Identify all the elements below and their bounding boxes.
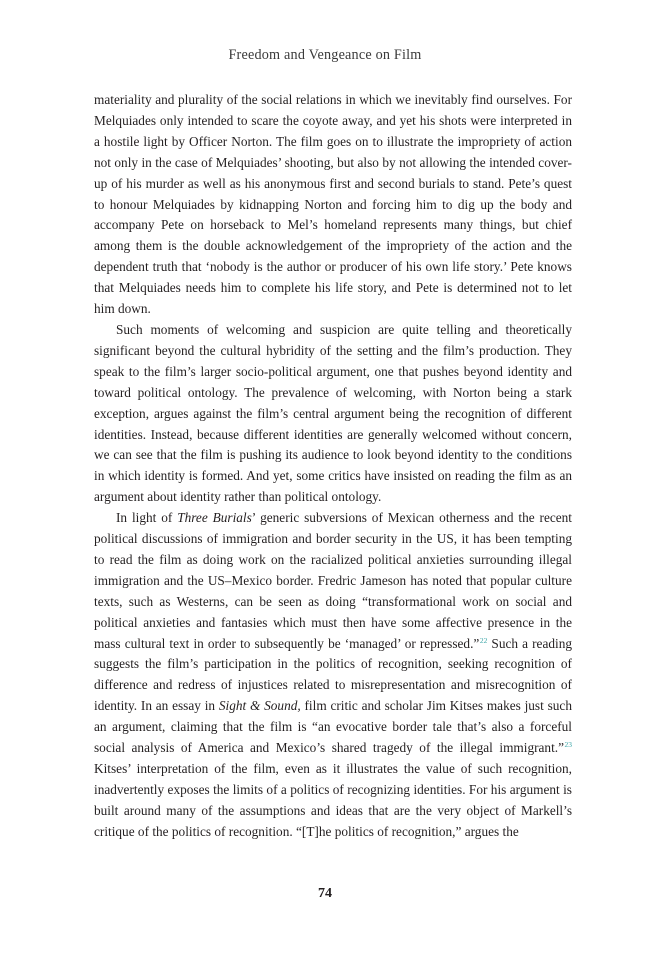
- film-title: Three Burials: [177, 510, 252, 526]
- paragraph-2: Such moments of welcoming and suspicion are quite telling and theoretically significant beyond the cultural hybridity of the setting and the film’s production. They speak to the film’s larger socio-political argument, one that pushes beyond identity and toward political ontology. The prevalence of welcoming, with Norton being a stark exception, argues against the film’s central argument being the recognition of different identities. Instead, because different identities are generally welcomed without concern, we can see that the film is pushing its audience to look beyond identity to the conditions in which identity is formed. And yet, some critics have insisted on reading the film as an argument about identity rather than political ontology.: [94, 321, 572, 505]
- paragraph-3: [94, 508, 572, 843]
- text-span: In light of: [116, 510, 178, 526]
- text-span: Such a reading suggests the film’s participation in the politics of recognition, seeking recognition of difference and redress of injustices related to misrepresentation and misrecognition of identity. In an essay in: [94, 635, 572, 714]
- running-head: Freedom and Vengeance on Film: [228, 47, 422, 63]
- footnote-marker-23[interactable]: 23: [564, 740, 572, 750]
- paragraph-1: materiality and plurality of the social relations in which we inevitably find ourselves. For Melquiades only intended to scare the coyote away, and yet his shots were interpreted in a hostile light by Officer Norton. The film goes on to illustrate the impropriety of action not only in the case of Melquiades’ shooting, but also by not allowing the intended cover-up of his murder as well as his anonymous first and second burials to stand. Pete’s quest to honour Melquiades by kidnapping Norton and forcing him to dig up the body and accompany Pete on horseback to Mel’s homeland represents many things, but chief among them is the double acknowledgement of the impropriety of the action and the dependent truth that ‘nobody is the author or producer of his own life story.’ Pete knows that Melquiades needs him to complete his life story, and Pete is determined not to let him down.: [94, 92, 572, 317]
- body-text: [94, 90, 572, 843]
- text-span: ’ generic subversions of Mexican otherness and the recent political discussions of immigration and border security in the US, it has been tempting to read the film as doing work on the racialized political anxieties surrounding illegal immigration and the US–Mexico border. Fredric Jameson has noted that popular culture texts, such as Westerns, can be seen as doing “transformational work on social and political anxieties and fantasies which must then have some affective presence in the mass cultural text in order to subsequently be ‘managed’ or repressed.”: [94, 510, 572, 651]
- journal-title: Sight & Sound,: [218, 698, 301, 714]
- text-span: film critic and scholar Jim Kitses makes just such an argument, claiming that the film is “an evocative border tale that’s also a forceful social analysis of America and Mexico’s shared tragedy of the illegal immigrant.”: [94, 698, 572, 756]
- footnote-marker-22[interactable]: 22: [479, 635, 488, 645]
- page-number: 74: [318, 886, 332, 901]
- text-span: Kitses’ interpretation of the film, even as it illustrates the value of such recognition, inadvertently exposes the limits of a politics of recognizing identities. For his argument is built around many of the assumptions and ideas that are the very object of Markell’s critique of the politics of recognition. “[T]he politics of recognition,” argues the: [94, 761, 572, 839]
